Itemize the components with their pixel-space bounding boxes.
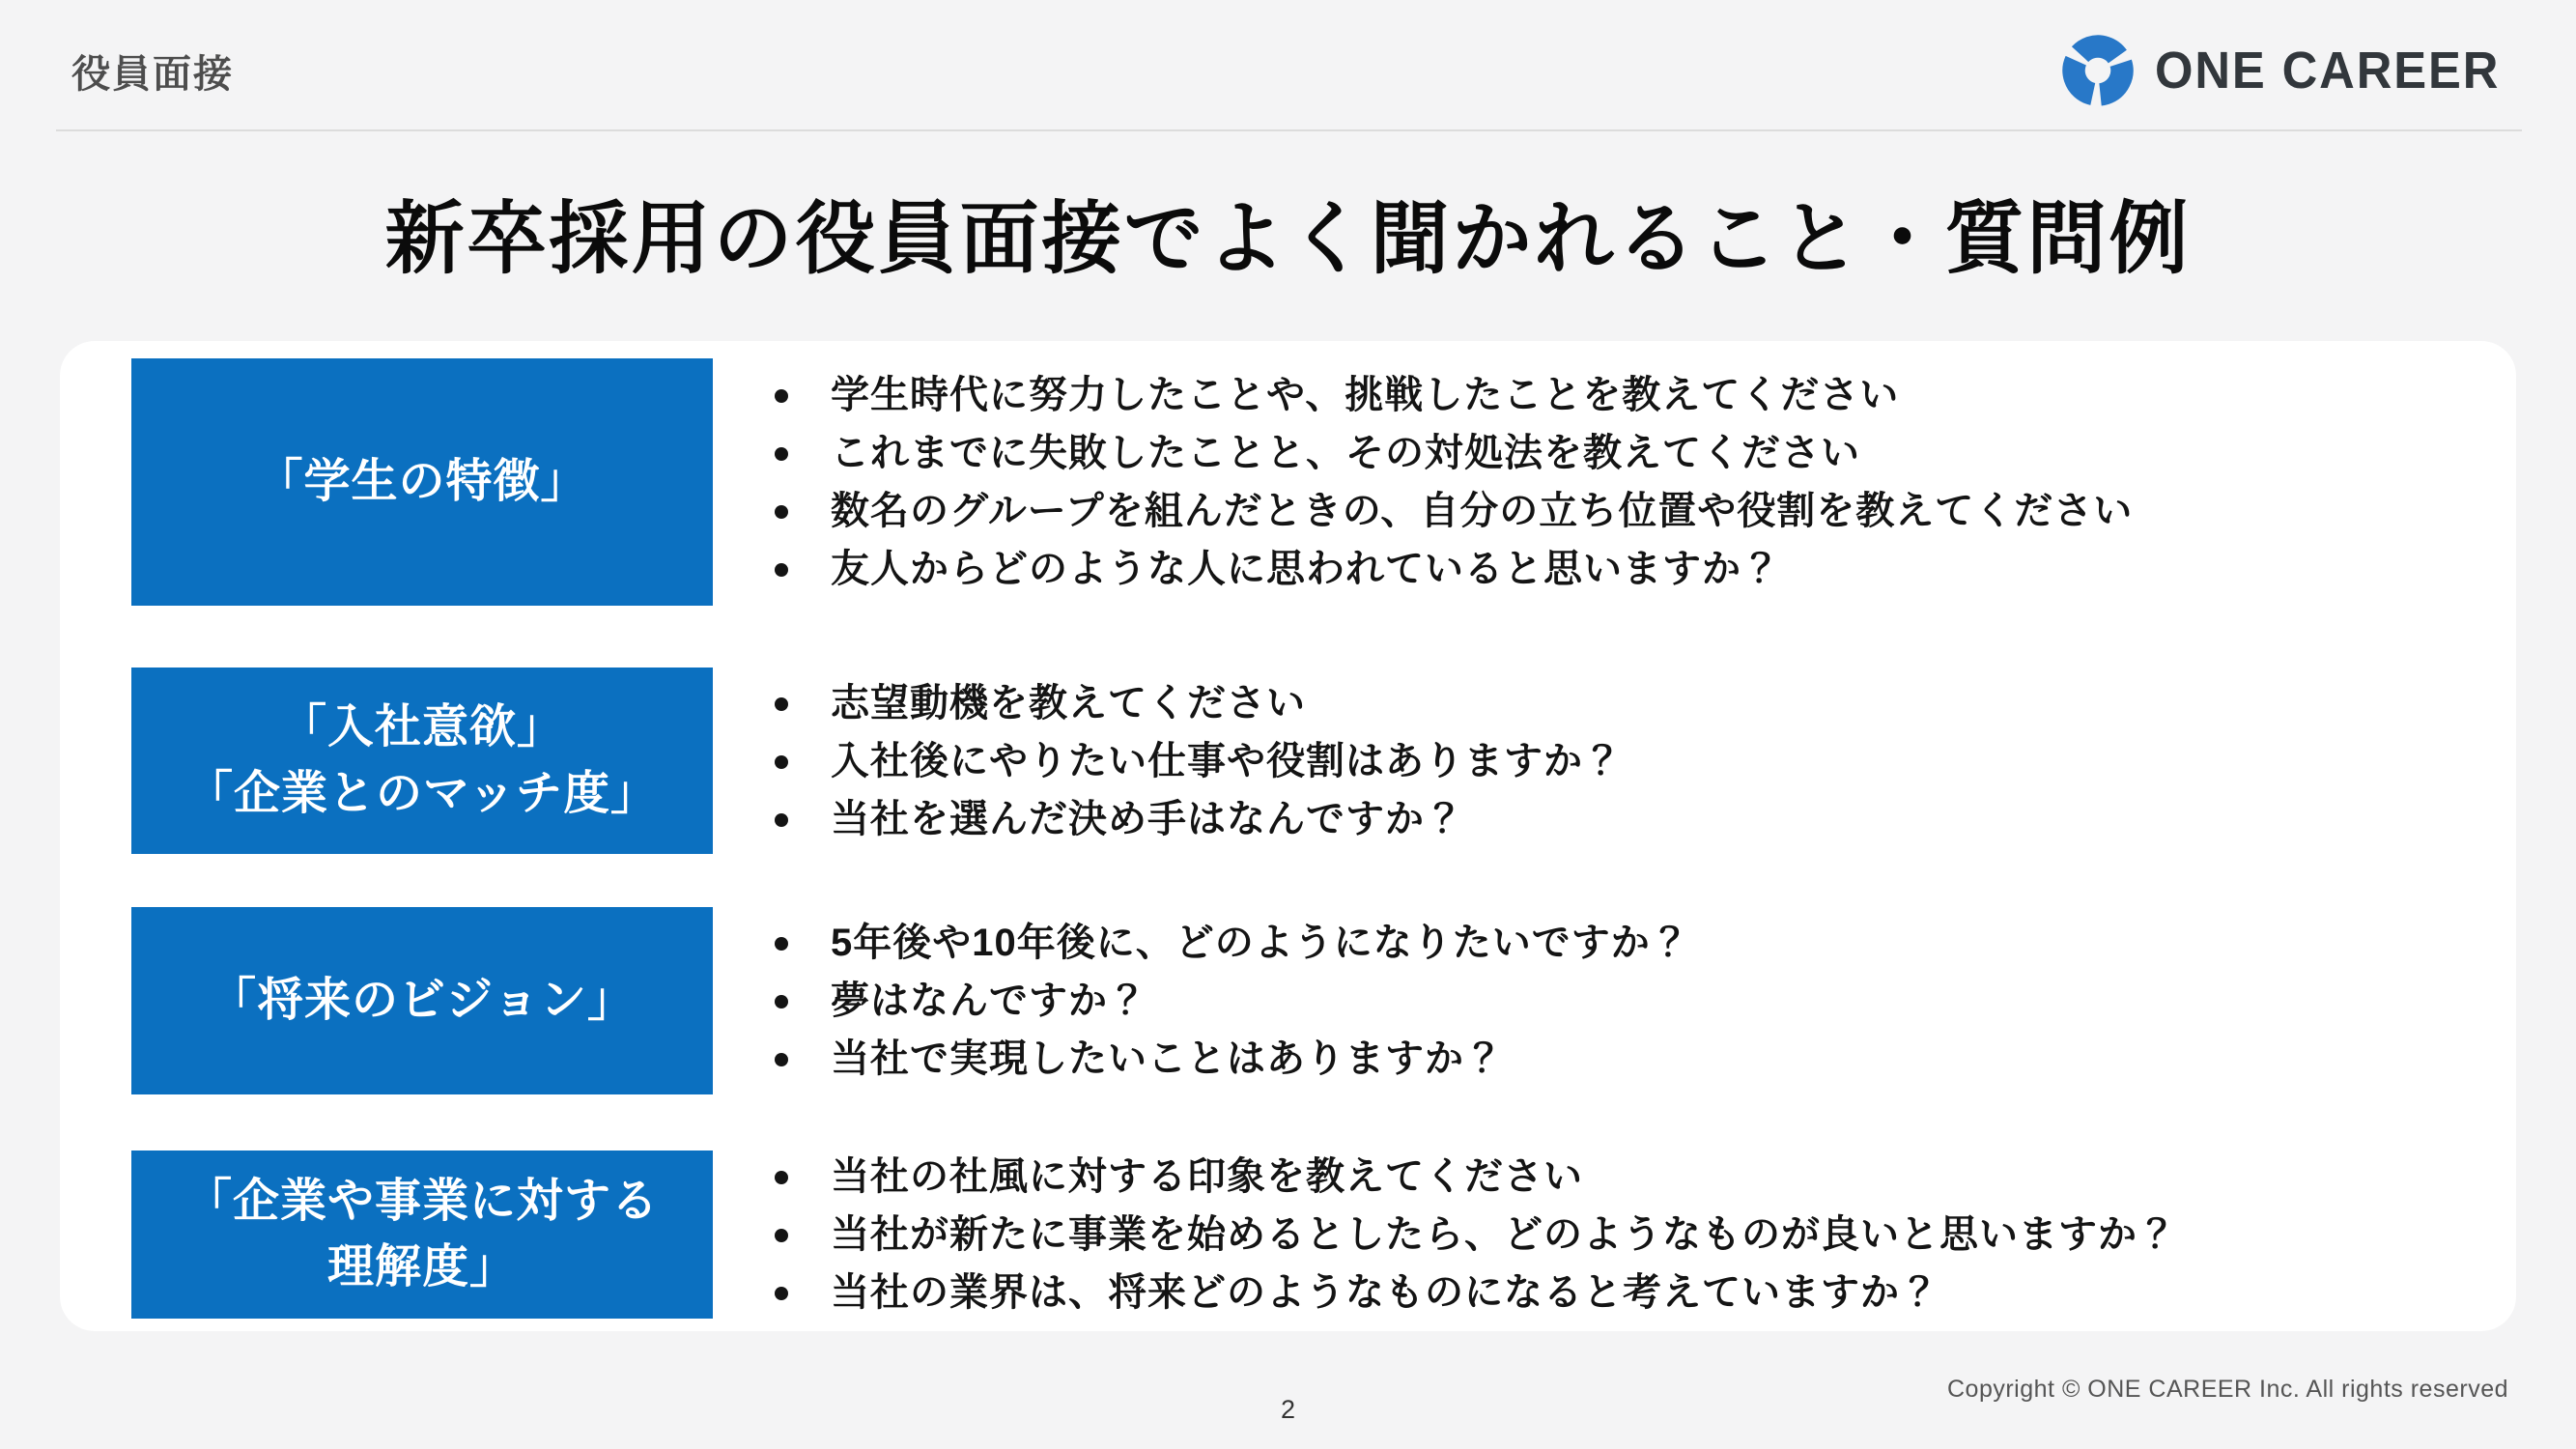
question-text: 当社を選んだ決め手はなんですか？ bbox=[831, 797, 1464, 840]
bullet-icon bbox=[775, 995, 788, 1009]
list-item bbox=[769, 1148, 2477, 1206]
bullet-icon bbox=[775, 937, 788, 951]
section-label-box bbox=[131, 907, 713, 1094]
bullet-icon bbox=[775, 755, 788, 769]
section-label-line: 「入社意欲」 bbox=[279, 701, 564, 753]
list-item bbox=[769, 1264, 2477, 1321]
bullet-icon bbox=[775, 389, 788, 403]
question-text: これまでに失敗したことと、その対処法を教えてください bbox=[831, 432, 1860, 474]
page-title: 新卒採用の役員面接でよく聞かれること・質問例 bbox=[384, 195, 2192, 283]
section-row-business-understanding bbox=[131, 1148, 2477, 1321]
list-item bbox=[769, 1206, 2477, 1264]
question-list bbox=[769, 674, 2477, 848]
section-label-box bbox=[131, 1151, 713, 1319]
section-row-future-vision bbox=[131, 907, 2477, 1094]
list-item bbox=[769, 790, 2477, 848]
section-label-line: 「企業とのマッチ度」 bbox=[185, 767, 659, 819]
one-career-wordmark: ONE CAREER bbox=[2154, 42, 2501, 99]
question-list bbox=[769, 366, 2477, 598]
question-text: 当社の業界は、将来どのようなものになると考えていますか？ bbox=[831, 1271, 1939, 1314]
page-number: 2 bbox=[1280, 1395, 1296, 1424]
question-text: 当社が新たに事業を始めるとしたら、どのようなものが良いと思いますか？ bbox=[831, 1213, 2177, 1256]
section-label-line: 「企業や事業に対する bbox=[184, 1175, 659, 1227]
section-label-line: 理解度」 bbox=[326, 1241, 517, 1293]
list-item bbox=[769, 482, 2477, 540]
question-text: 夢はなんですか？ bbox=[831, 980, 1147, 1022]
question-text: 入社後にやりたい仕事や役割はありますか？ bbox=[831, 739, 1623, 782]
bullet-icon bbox=[775, 447, 788, 461]
list-item bbox=[769, 424, 2477, 482]
question-list bbox=[769, 914, 2477, 1088]
section-label-box bbox=[131, 358, 713, 606]
top-bar bbox=[0, 0, 2576, 108]
section-row-student-traits bbox=[131, 358, 2477, 606]
list-item bbox=[769, 914, 2477, 972]
bullet-icon bbox=[775, 697, 788, 711]
question-text: 当社で実現したいことはありますか？ bbox=[831, 1037, 1504, 1080]
section-row-motivation-fit bbox=[131, 668, 2477, 854]
deck-label: 役員面接 bbox=[71, 52, 234, 96]
section-label-line: 「将来のビジョン」 bbox=[209, 974, 636, 1026]
list-item bbox=[769, 674, 2477, 732]
question-text: 当社の社風に対する印象を教えてください bbox=[831, 1155, 1583, 1198]
list-item bbox=[769, 732, 2477, 790]
question-list bbox=[769, 1148, 2477, 1321]
list-item bbox=[769, 540, 2477, 598]
list-item bbox=[769, 366, 2477, 424]
list-item bbox=[769, 1030, 2477, 1088]
one-career-swirl-icon bbox=[2060, 33, 2136, 108]
header-divider bbox=[56, 129, 2522, 131]
list-item bbox=[769, 972, 2477, 1030]
bullet-icon bbox=[775, 1229, 788, 1242]
question-text: 5年後や10年後に、どのようになりたいですか？ bbox=[831, 922, 1690, 964]
section-label-line: 「学生の特徴」 bbox=[256, 455, 588, 507]
bullet-icon bbox=[775, 813, 788, 827]
one-career-logo bbox=[2060, 33, 2522, 108]
question-text: 志望動機を教えてください bbox=[831, 681, 1306, 724]
question-text: 友人からどのような人に思われていると思いますか？ bbox=[831, 548, 1781, 590]
bullet-icon bbox=[775, 1171, 788, 1184]
bullet-icon bbox=[775, 505, 788, 519]
section-label-box bbox=[131, 668, 713, 854]
copyright-text: Copyright © ONE CAREER Inc. All rights reserved bbox=[1947, 1376, 2508, 1403]
bullet-icon bbox=[775, 1053, 788, 1066]
question-text: 数名のグループを組んだときの、自分の立ち位置や役割を教えてください bbox=[831, 490, 2134, 532]
question-text: 学生時代に努力したことや、挑戦したことを教えてください bbox=[831, 374, 1900, 416]
bullet-icon bbox=[775, 563, 788, 577]
bullet-icon bbox=[775, 1287, 788, 1300]
content-card bbox=[60, 341, 2516, 1331]
